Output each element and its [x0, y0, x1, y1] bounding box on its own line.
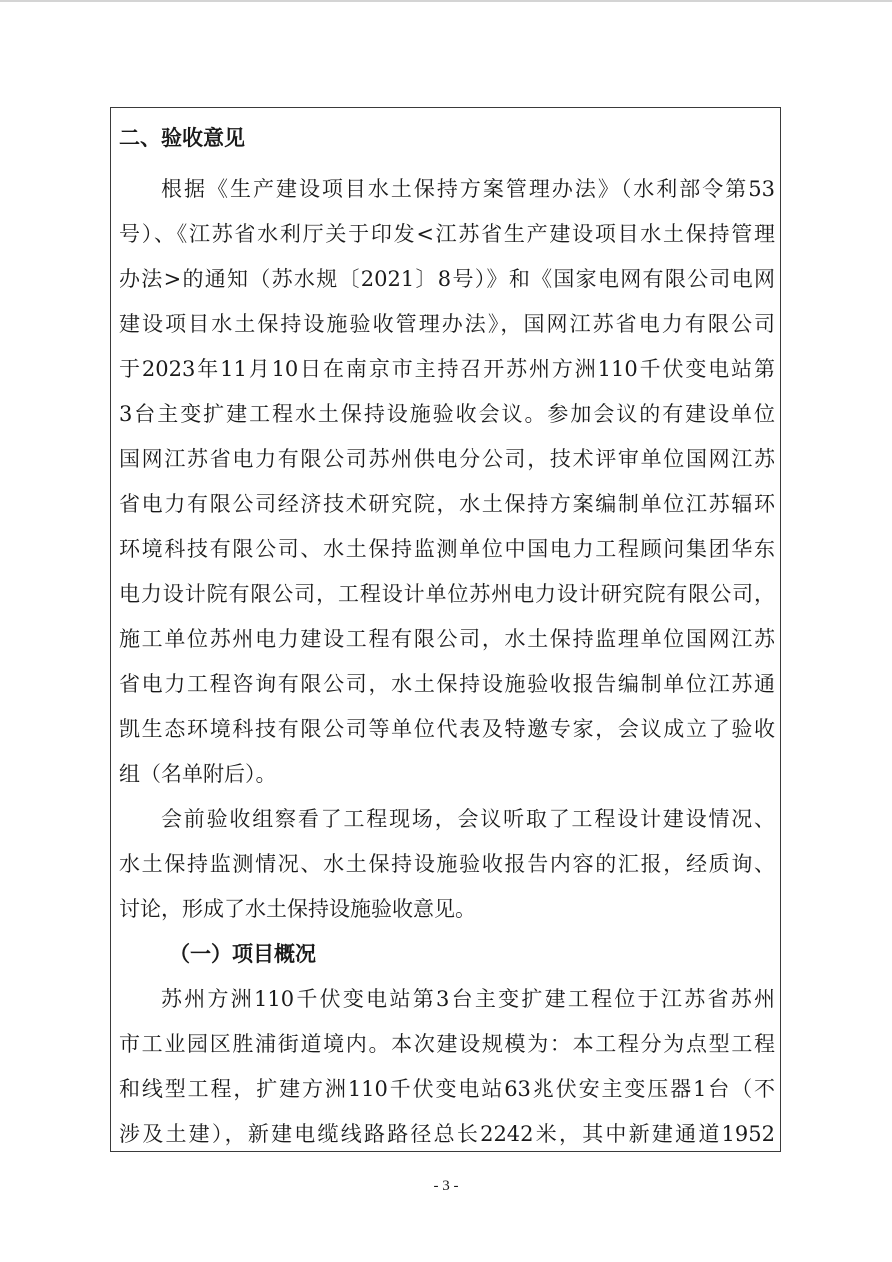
section-heading: 二、验收意见	[119, 126, 245, 150]
page-top-edge	[0, 0, 892, 2]
page-number: - 3 -	[433, 1178, 459, 1194]
paragraph-line: 办法>的通知（苏水规〔2021〕8号）》和《国家电网有限公司电网	[119, 267, 775, 291]
paragraph-line: 组（名单附后）。	[119, 762, 277, 786]
paragraph-line: 国网江苏省电力有限公司苏州供电分公司，技术评审单位国网江苏	[119, 447, 775, 471]
subsection-heading: （一）项目概况	[169, 942, 316, 966]
paragraph-line: 省电力工程咨询有限公司，水土保持设施验收报告编制单位江苏通	[119, 672, 775, 696]
paragraph-line: 施工单位苏州电力建设工程有限公司，水土保持监理单位国网江苏	[119, 627, 775, 651]
paragraph-line: 环境科技有限公司、水土保持监测单位中国电力工程顾问集团华东	[119, 537, 775, 561]
paragraph-line: 电力设计院有限公司，工程设计单位苏州电力设计研究院有限公司，	[119, 582, 775, 606]
paragraph-line: 涉及土建），新建电缆线路路径总长2242米，其中新建通道1952	[119, 1122, 775, 1146]
paragraph-line: 和线型工程，扩建方洲110千伏变电站63兆伏安主变压器1台（不	[119, 1077, 775, 1101]
paragraph-line: 根据《生产建设项目水土保持方案管理办法》（水利部令第53	[161, 177, 775, 201]
paragraph-line: 讨论，形成了水土保持设施验收意见。	[119, 897, 476, 921]
paragraph-line: 凯生态环境科技有限公司等单位代表及特邀专家，会议成立了验收	[119, 717, 775, 741]
paragraph-line: 号）、《江苏省水利厅关于印发<江苏省生产建设项目水土保持管理	[119, 222, 775, 246]
paragraph-line: 3台主变扩建工程水土保持设施验收会议。参加会议的有建设单位	[119, 402, 775, 426]
paragraph-line: 于2023年11月10日在南京市主持召开苏州方洲110千伏变电站第	[119, 357, 775, 381]
paragraph-line: 水土保持监测情况、水土保持设施验收报告内容的汇报，经质询、	[119, 852, 775, 876]
paragraph-line: 建设项目水土保持设施验收管理办法》，国网江苏省电力有限公司	[119, 312, 775, 336]
paragraph-line: 会前验收组察看了工程现场，会议听取了工程设计建设情况、	[161, 807, 775, 831]
paragraph-line: 市工业园区胜浦街道境内。本次建设规模为：本工程分为点型工程	[119, 1032, 775, 1056]
paragraph-line: 苏州方洲110千伏变电站第3台主变扩建工程位于江苏省苏州	[161, 987, 775, 1011]
paragraph-line: 省电力有限公司经济技术研究院，水土保持方案编制单位江苏辐环	[119, 492, 775, 516]
opinion-frame	[110, 107, 781, 1152]
